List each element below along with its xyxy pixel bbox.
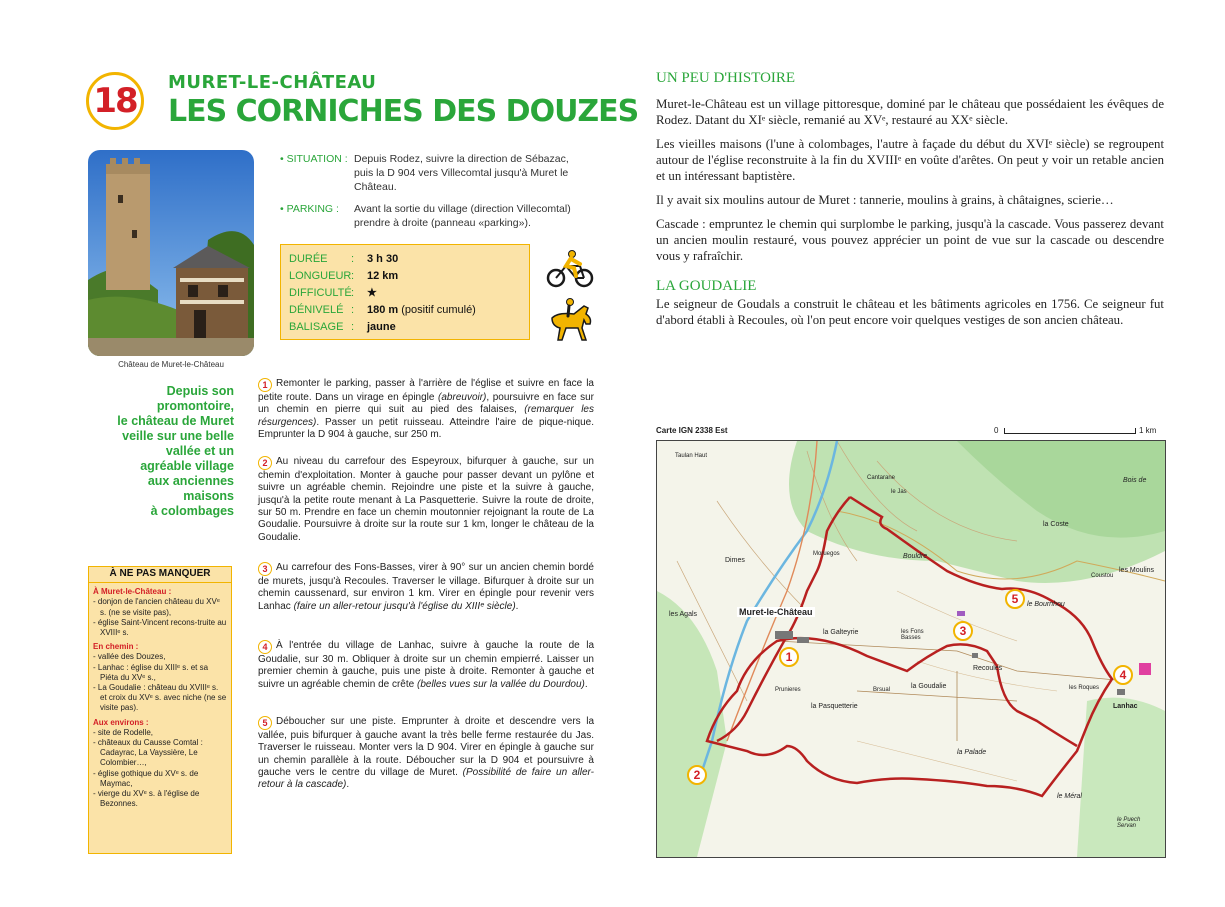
map-place-bournhou: le Bournhou: [1027, 601, 1065, 608]
cyclist-icon: [546, 250, 594, 290]
parking-label: PARKING :: [286, 203, 339, 215]
situation-line-3: Château.: [354, 181, 397, 193]
map-place-puech: le Puech Servan: [1117, 817, 1141, 829]
step-text: Remonter le parking, passer à l'arrière de l'église et suivre en face la petite route. Dans un virage en épingle: [258, 378, 594, 404]
map-place-goudalie: la Goudalie: [911, 683, 947, 690]
goudalie-paragraph: Le seigneur de Goudals a construit le château et les bâtiments agricoles en 1756. Ce seigneur fut d'abord établi à Recoules, où l'on peut encore voir quelques vestiges de son ancien château.: [656, 297, 1164, 327]
route-title: LES CORNICHES DES DOUZES: [168, 94, 639, 129]
marking-value: jaune: [367, 321, 396, 333]
pull-quote-line: veille sur une belle: [122, 429, 234, 443]
castle-photo-illustration: [88, 150, 254, 356]
map-marker-5[interactable]: 5: [1005, 589, 1025, 609]
pull-quote: [86, 384, 234, 519]
scale-start: 0: [994, 426, 999, 435]
situation-line-1: Depuis Rodez, suivre la direction de Sébazac,: [354, 153, 569, 165]
map-place-agals: les Agals: [669, 611, 698, 618]
step-text: . Passer un petit ruisseau. Atteindre l'aire de pique-nique. Emprunter la D 904 à gauche, sur 250 m.: [258, 416, 594, 441]
map-place-bois: Bois de: [1123, 477, 1147, 484]
map-place-lanhac: Lanhac: [1113, 703, 1138, 710]
section-en-chemin: En chemin :: [93, 642, 139, 652]
history-heading: UN PEU D'HISTOIRE: [656, 70, 796, 86]
step-text: .: [346, 779, 350, 791]
map-place-fons: les Fons Basses: [901, 629, 924, 641]
colon: :: [351, 321, 355, 333]
hiking-map[interactable]: [656, 440, 1166, 858]
map-place-muret: Muret-le-Château: [739, 607, 813, 617]
map-place-moulins: les Moulins: [1119, 567, 1155, 574]
map-place-galteyrie: la Galteyrie: [823, 629, 859, 636]
step-3: [258, 562, 594, 613]
list-item: - site de Rodelle,: [93, 727, 154, 737]
colon: :: [351, 287, 355, 299]
route-number-badge: 18: [86, 72, 144, 130]
colon: :: [351, 304, 355, 316]
duration-value: 3 h 30: [367, 253, 399, 265]
list-item: - vierge du XVᵉ s. à l'église de Bezonnes.: [93, 789, 200, 809]
map-place-meral: le Méral: [1057, 793, 1082, 800]
map-place-cantarane: Cantarane: [867, 475, 896, 481]
situation-line-2: puis la D 904 vers Villecomtal jusqu'à Muret le: [354, 167, 569, 179]
map-place-recoules: Recoules: [973, 665, 1003, 672]
section-aux-environs: Aux environs :: [93, 717, 149, 727]
horse-rider-icon: [546, 298, 596, 344]
step-note: (belles vues sur la vallée du Dourdou): [416, 678, 585, 690]
map-place-moruegos: Moruegos: [813, 551, 840, 557]
map-place-palade: la Palade: [957, 749, 987, 756]
map-marker-2[interactable]: 2: [687, 765, 707, 785]
goudalie-heading: LA GOUDALIE: [656, 278, 757, 294]
pull-quote-line: à colombages: [150, 504, 234, 518]
ne-pas-manquer-box: [88, 566, 232, 854]
scale-end: 1 km: [1139, 426, 1157, 435]
map-place-roques: les Roques: [1069, 685, 1100, 691]
map-place-bouldre: Bouldre: [903, 553, 928, 560]
pull-quote-line: maisons: [183, 489, 234, 503]
parking-line-1: Avant la sortie du village (direction Villecomtal): [354, 203, 571, 215]
map-place-prunieres: Prunieres: [775, 687, 801, 693]
step-5: [258, 716, 594, 792]
history-paragraph-1: Muret-le-Château est un village pittoresque, dominé par le château que possédaient les évêques de Rodez. Datant du XIᵉ siècle, remanié au XVᵉ, restauré au XXᵉ siècle.: [656, 97, 1164, 127]
elevation-label: DÉNIVELÉ: [289, 304, 344, 316]
step-text: .: [584, 678, 588, 690]
colon: :: [351, 270, 355, 282]
step-text: .: [515, 600, 519, 612]
difficulty-value: ★: [367, 287, 377, 299]
difficulty-label: DIFFICULTÉ: [289, 287, 352, 299]
step-text: , poursuivre en face sur un chemin en pierre qui suit au pied des falaises,: [258, 392, 595, 416]
parking-block: • PARKING : Avant la sortie du village (direction Villecomtal) prendre à droite (panneau «parking»).: [280, 202, 600, 230]
scale-bar: [1004, 428, 1136, 434]
pull-quote-line: promontoire,: [156, 399, 234, 413]
duration-label: DURÉE: [289, 253, 328, 265]
elevation-note: (positif cumulé): [401, 304, 476, 316]
photo-caption: Château de Muret-le-Château: [118, 360, 224, 369]
pull-quote-line: le château de Muret: [117, 414, 234, 428]
map-marker-3[interactable]: 3: [953, 621, 973, 641]
pull-quote-line: Depuis son: [166, 384, 234, 398]
route-supertitle: MURET-LE-CHÂTEAU: [168, 72, 377, 93]
elevation-value: 180 m: [367, 304, 399, 316]
list-item: - vallée des Douzes,: [93, 652, 166, 662]
step-text: Déboucher sur une piste. Emprunter à droite et descendre vers la vallée, puis bifurquer à gauche avant la très belle ferme restaurée du Jas. Traverser le ruisseau. Monter vers la D 904. Virer en épingle à gauche sur un chemin parallèle à la route. Déboucher sur la D 904 et poursuivre à gauche vers le centre du village de Muret.: [258, 716, 594, 779]
marking-label: BALISAGE: [289, 321, 344, 333]
section-muret: À Muret-le-Château :: [93, 587, 172, 597]
list-item: - donjon de l'ancien château du XVᵉ s. (ne se visite pas),: [93, 597, 220, 617]
colon: :: [351, 253, 355, 265]
step-note: (abreuvoir): [438, 392, 487, 404]
map-marker-4[interactable]: 4: [1113, 665, 1133, 685]
step-number: 3: [258, 562, 272, 576]
ne-pas-manquer-title: À NE PAS MANQUER: [89, 567, 231, 583]
step-note: (Possibilité de faire un aller-retour à la cascade): [258, 767, 594, 791]
map-place-dimes: Dimes: [725, 557, 745, 564]
history-paragraph-3: Il y avait six moulins autour de Muret : tannerie, moulins à grains, à châtaignes, scierie…: [656, 193, 1114, 207]
step-1: [258, 378, 594, 441]
map-place-taulan: Taulan Haut: [675, 453, 708, 459]
pull-quote-line: vallée et un: [165, 444, 234, 458]
step-number: 1: [258, 378, 272, 392]
parking-line-2: prendre à droite (panneau «parking»).: [354, 217, 531, 229]
step-text: À l'entrée du village de Lanhac, suivre à gauche la route de la Goudalie, sur 30 m. Obliquer à droite sur un chemin empierré. Laisser un premier chemin à gauche, puis une piste à droite. Remonter à gauche et suivre un agréable chemin de crête: [258, 640, 594, 690]
list-item: - La Goudalie : château du XVIIIᵉ s. et croix du XVᵉ s. avec niche (ne se visite pas).: [93, 683, 227, 713]
step-text: Au carrefour des Fons-Basses, virer à 90° sur un ancien chemin bordé de murets, jusqu'à Recoules. Traverser le village. Bifurquer à droite sur un chemin caussenard, sur environ 1 km. Virer en épingle pour revenir vers Lanhac: [258, 562, 594, 612]
list-item: - église Saint-Vincent recons-truite au XVIIIᵉ s.: [93, 617, 227, 638]
history-paragraph-2: Les vieilles maisons (l'une à colombages, l'autre à façade du début du XVIᵉ siècle) se regroupent autour de l'église reconstruite à la fin du XVIIIᵉ en voûte d'arêtes. On peut y voir un retable ancien et un intéressant baptistère.: [656, 137, 1164, 183]
map-place-coste: la Coste: [1043, 521, 1069, 528]
situation-block: • SITUATION : Depuis Rodez, suivre la direction de Sébazac, puis la D 904 vers Villecomtal jusqu'à Muret le Château.: [280, 152, 600, 194]
map-place-jas: le Jas: [891, 489, 907, 495]
map-place-coustou: Coustou: [1091, 573, 1114, 579]
map-marker-1[interactable]: 1: [779, 647, 799, 667]
castle-photo: [88, 150, 254, 356]
map-label: Carte IGN 2338 Est: [656, 426, 728, 435]
route-info-box: [280, 244, 530, 340]
situation-label: SITUATION :: [286, 153, 348, 165]
length-label: LONGUEUR: [289, 270, 352, 282]
map-illustration: [657, 441, 1165, 857]
step-note: (remarquer les résurgences): [258, 404, 594, 428]
step-4: [258, 640, 594, 691]
step-number: 4: [258, 640, 272, 654]
list-item: - Lanhac : église du XIIIᵉ s. et sa Piéta du XVᵉ s.,: [93, 662, 209, 682]
length-value: 12 km: [367, 270, 399, 282]
step-note: (faire un aller-retour jusqu'à l'église du XIIIᵉ siècle): [293, 600, 516, 612]
step-text: Au niveau du carrefour des Espeyroux, bifurquer à gauche, sur un chemin d'exploitation. Monter à gauche pour passer devant un pylône et suivre un agréable chemin. Rejoindre une piste et la suivre à gauche, jusqu'à la petite route menant à La Pasquetterie. Suivre la route de droite, sur 50 m. Prendre en face un chemin moutonnier rejoignant la route de La Goudalie. Poursuivre à droite sur la route sur 1 km, longer le château de la Goudalie.: [258, 456, 594, 543]
step-number: 5: [258, 716, 272, 730]
pull-quote-line: agréable village: [140, 459, 234, 473]
map-place-brsual: Brsual: [873, 687, 891, 693]
step-2: [258, 456, 594, 544]
list-item: - châteaux du Causse Comtal : Cadayrac, La Vayssière, Le Colombier…,: [93, 738, 203, 768]
pull-quote-line: aux anciennes: [147, 474, 234, 488]
list-item: - église gothique du XVᵉ s. de Maymac,: [93, 768, 199, 788]
map-place-pasquetterie: la Pasquetterie: [811, 703, 858, 710]
step-number: 2: [258, 456, 272, 470]
history-paragraph-4: Cascade : empruntez le chemin qui surplombe le parking, jusqu'à la cascade. Vous passerez devant un ancien moulin restauré, vous pouvez apprécier un point de vue sur la cascade ou descendre vous y rafraîchir.: [656, 217, 1164, 263]
